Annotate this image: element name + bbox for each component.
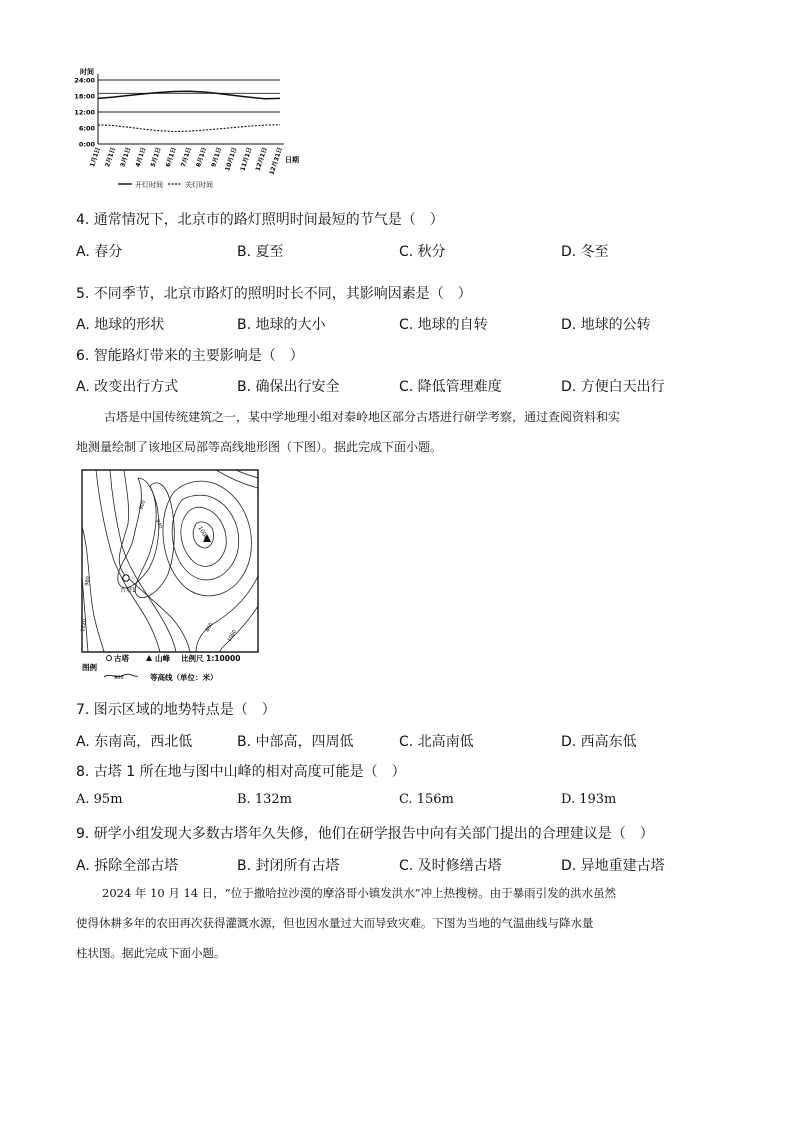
question-9-stem: 9. 研学小组发现大多数古塔年久失修，他们在研学报告中向有关部门提出的合理建议是（ ） [76, 826, 654, 842]
x-tick-label: 7月1日 [179, 146, 193, 168]
contour-label-900: 900 [138, 499, 148, 511]
question-4-stem: 4. 通常情况下，北京市的路灯照明时间最短的节气是（ ） [76, 212, 444, 228]
q8-option-a: A. 95m [76, 792, 123, 807]
q5-option-a: A. 地球的形状 [76, 317, 165, 333]
x-tick-label: 2月1日 [104, 146, 118, 168]
q4-option-a: A. 春分 [76, 244, 123, 260]
contour-map [76, 466, 266, 688]
contour-label-1060: 1060 [226, 628, 239, 643]
q7-option-c: C. 北高南低 [399, 734, 474, 750]
y-tick-label: 24:00 [74, 76, 95, 85]
q5-option-d: D. 地球的公转 [561, 317, 651, 333]
x-tick-label: 12月1日 [254, 146, 269, 172]
q7-option-b: B. 中部高，四周低 [237, 734, 354, 750]
map-frame [82, 470, 258, 652]
q8-option-c: C. 156m [399, 792, 454, 807]
q7-option-a: A. 东南高，西北低 [76, 734, 193, 750]
series-line-off [98, 125, 280, 132]
q9-option-c: C. 及时修缮古塔 [399, 858, 502, 874]
x-tick-label: 9月1日 [210, 146, 224, 168]
x-tick-label: 10月1日 [224, 146, 239, 172]
q5-option-c: C. 地球的自转 [399, 317, 488, 333]
y-tick-label: 12:00 [74, 108, 95, 117]
intro-paragraph-2 [76, 878, 716, 968]
intro2-line3: 柱状图。据此完成下面小题。 [76, 946, 226, 960]
legend-tower-icon [107, 656, 112, 661]
x-tick-label: 5月1日 [149, 146, 163, 168]
x-tick-label: 8月1日 [195, 146, 209, 168]
question-5-stem: 5. 不同季节，北京市路灯的照明时长不同，其影响因素是（ ） [76, 286, 472, 302]
legend-peak-icon [146, 655, 152, 661]
intro1-line1: 古塔是中国传统建筑之一，某中学地理小组对秦岭地区部分古塔进行研学考察，通过查阅资料和实 [104, 410, 621, 424]
x-tick-label: 12月31日 [268, 146, 284, 176]
q4-option-c: C. 秋分 [399, 244, 446, 260]
q6-option-b: B. 确保出行安全 [237, 379, 340, 395]
x-tick-label: 3月1日 [119, 146, 133, 168]
legend-peak-label: 山峰 [155, 654, 170, 663]
q8-option-b: B. 132m [237, 792, 292, 807]
question-6-stem: 6. 智能路灯带来的主要影响是（ ） [76, 348, 304, 364]
q6-option-d: D. 方便白天出行 [561, 379, 665, 395]
peak-elevation: 1000 [196, 525, 209, 541]
q9-option-d: D. 异地重建古塔 [561, 858, 665, 874]
q8-option-d: D. 193m [561, 792, 617, 807]
y-tick-label: 6:00 [78, 124, 95, 133]
intro2-line2: 使得休耕多年的农田再次获得灌溉水源，但也因水量过大而导致灾难。下图为当地的气温曲线与降水量 [76, 916, 594, 930]
question-8-stem: 8. 古塔 1 所在地与图中山峰的相对高度可能是（ ） [76, 764, 406, 780]
contour-label-860: 860 [204, 621, 215, 633]
question-7-stem: 7. 图示区域的地势特点是（ ） [76, 702, 276, 718]
map-legend-title: 图例 [82, 663, 97, 672]
q6-option-c: C. 降低管理难度 [399, 379, 502, 395]
intro-paragraph-1 [76, 402, 716, 462]
legend-scale: 比例尺 1:10000 [181, 654, 241, 663]
light-time-chart [60, 62, 300, 197]
q4-option-b: B. 夏至 [237, 244, 284, 260]
contour-label-980: 980 [84, 575, 92, 587]
intro1-line2: 地测量绘制了该地区局部等高线地形图（下图）。据此完成下面小题。 [76, 440, 443, 454]
legend-on-label: 开灯时间 [135, 181, 163, 189]
y-tick-label: 0:00 [78, 140, 95, 149]
q7-option-d: D. 西高东低 [561, 734, 637, 750]
q9-option-b: B. 封闭所有古塔 [237, 858, 340, 874]
series-line-on [98, 91, 280, 99]
x-tick-label: 4月1日 [134, 146, 148, 168]
legend-off-label: 关灯时间 [185, 181, 213, 189]
legend-tower-label: 古塔 [114, 654, 129, 663]
legend-contour-label: 等高线（单位：米） [150, 673, 218, 682]
y-axis-label: 时间 [80, 68, 94, 76]
x-tick-label: 1月1日 [88, 146, 102, 168]
q5-option-b: B. 地球的大小 [237, 317, 326, 333]
intro2-line1: 2024 年 10 月 14 日，“位于撒哈拉沙漠的摩洛哥小镇发洪水”冲上热搜榜。由于暴雨引发的洪水虽然 [102, 886, 617, 900]
contour-label-940: 940 [154, 518, 164, 530]
contour-lines [82, 470, 258, 652]
x-tick-label: 11月1日 [239, 146, 254, 172]
legend-contour-value: 900 [114, 675, 124, 681]
tower-icon [123, 575, 129, 581]
tower-label: 古塔1 [120, 587, 136, 594]
q4-option-d: D. 冬至 [561, 244, 609, 260]
x-tick-label: 6月1日 [164, 146, 178, 168]
y-tick-label: 18:00 [74, 92, 95, 101]
x-axis-label: 日期 [285, 156, 299, 164]
contour-label-1020: 1020 [80, 618, 89, 633]
q6-option-a: A. 改变出行方式 [76, 379, 179, 395]
q9-option-a: A. 拆除全部古塔 [76, 858, 179, 874]
